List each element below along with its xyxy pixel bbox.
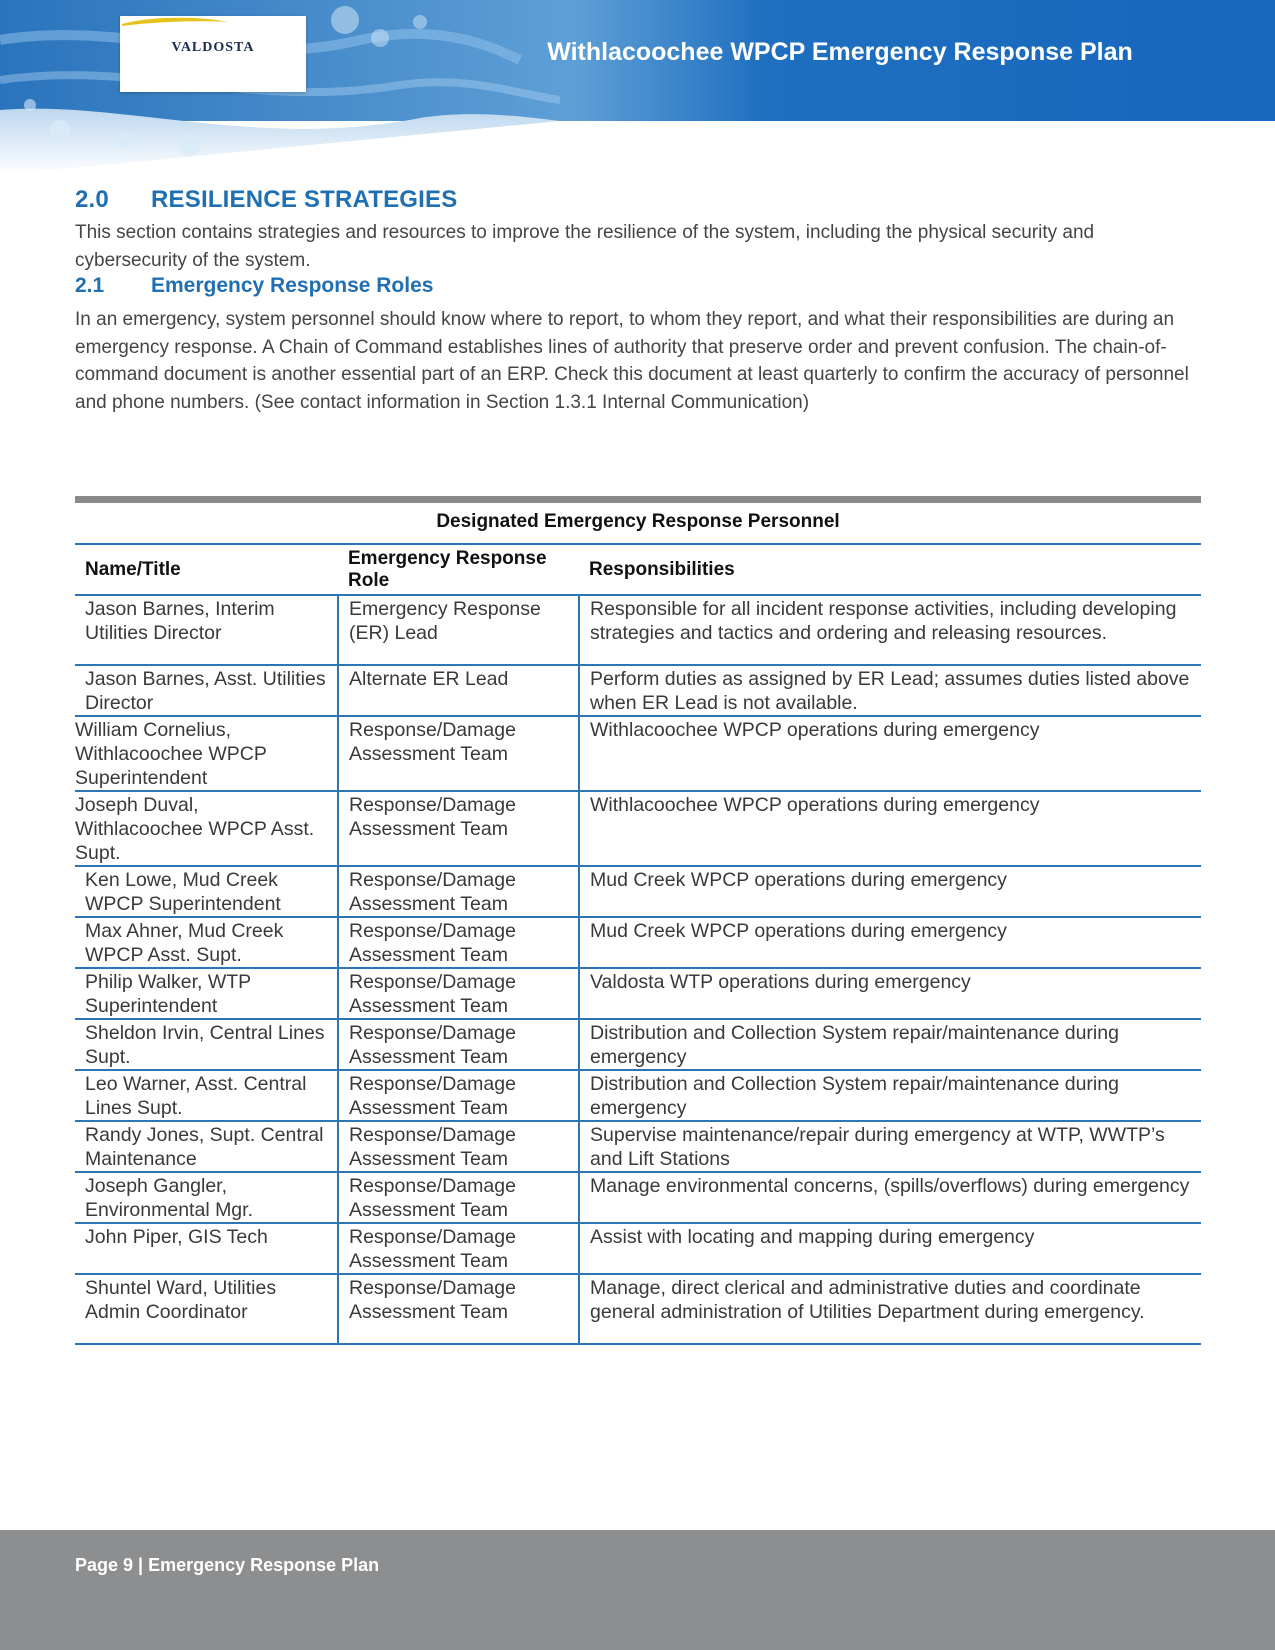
subsection-heading <box>75 274 1200 298</box>
cell-responsibilities: Withlacoochee WPCP operations during emergency <box>579 791 1201 866</box>
header-role: Emergency Response Role <box>338 545 579 595</box>
footer-text: Page 9 | Emergency Response Plan <box>75 1555 380 1575</box>
table-row <box>75 1172 1201 1223</box>
cell-role: Emergency Response (ER) Lead <box>338 595 579 665</box>
table-row <box>75 791 1201 866</box>
cell-name: Jason Barnes, Asst. Utilities Director <box>75 665 338 716</box>
header-banner <box>0 0 1275 175</box>
cell-role: Response/Damage Assessment Team <box>338 1070 579 1121</box>
cell-responsibilities: Mud Creek WPCP operations during emergency <box>579 866 1201 917</box>
header-name-title: Name/Title <box>75 545 338 595</box>
cell-role: Response/Damage Assessment Team <box>338 968 579 1019</box>
cell-name: Randy Jones, Supt. Central Maintenance <box>75 1121 338 1172</box>
subsection-title: Emergency Response Roles <box>151 274 434 297</box>
cell-role: Response/Damage Assessment Team <box>338 1274 579 1344</box>
cell-role: Response/Damage Assessment Team <box>338 917 579 968</box>
table-header-row <box>75 545 1201 595</box>
section-number: 2.0 <box>75 186 109 213</box>
table-row <box>75 716 1201 791</box>
table-row <box>75 866 1201 917</box>
cell-name: Sheldon Irvin, Central Lines Supt. <box>75 1019 338 1070</box>
cell-role: Response/Damage Assessment Team <box>338 1019 579 1070</box>
cell-role: Response/Damage Assessment Team <box>338 791 579 866</box>
header-responsibilities: Responsibilities <box>579 545 1201 595</box>
cell-name: Philip Walker, WTP Superintendent <box>75 968 338 1019</box>
table-row <box>75 917 1201 968</box>
cell-name: Joseph Duval, Withlacoochee WPCP Asst. Supt. <box>75 791 338 866</box>
section-intro: This section contains strategies and resources to improve the resilience of the system, including the physical security and cybersecurity of the system. <box>75 222 1095 271</box>
cell-responsibilities: Manage, direct clerical and administrative duties and coordinate general administration of Utilities Department during emergency. <box>579 1274 1201 1344</box>
personnel-grid <box>75 545 1201 1345</box>
document-title: Withlacoochee WPCP Emergency Response Plan <box>547 38 1133 66</box>
table-caption: Designated Emergency Response Personnel <box>75 503 1201 545</box>
cell-role: Response/Damage Assessment Team <box>338 716 579 791</box>
subsection-body: In an emergency, system personnel should know where to report, to whom they report, and what their responsibilities are during an emergency response. A Chain of Command establishes lines of authority that preserve order and prevent confusion. The chain-of-command document is another essential part of an ERP. Check this document at least quarterly to confirm the accuracy of personnel and phone numbers. (See contact information in Section 1.3.1 Internal Communication) <box>75 309 1189 413</box>
cell-role: Response/Damage Assessment Team <box>338 1121 579 1172</box>
table-row <box>75 665 1201 716</box>
cell-name: Shuntel Ward, Utilities Admin Coordinator <box>75 1274 338 1344</box>
cell-name: Jason Barnes, Interim Utilities Director <box>75 595 338 665</box>
cell-name: Leo Warner, Asst. Central Lines Supt. <box>75 1070 338 1121</box>
table-row <box>75 968 1201 1019</box>
table-row <box>75 1121 1201 1172</box>
table-row <box>75 1019 1201 1070</box>
page-footer <box>0 1530 1275 1650</box>
cell-responsibilities: Perform duties as assigned by ER Lead; assumes duties listed above when ER Lead is not available. <box>579 665 1201 716</box>
cell-responsibilities: Manage environmental concerns, (spills/overflows) during emergency <box>579 1172 1201 1223</box>
cell-name: Ken Lowe, Mud Creek WPCP Superintendent <box>75 866 338 917</box>
table-row <box>75 1223 1201 1274</box>
cell-responsibilities: Valdosta WTP operations during emergency <box>579 968 1201 1019</box>
section-title: RESILIENCE STRATEGIES <box>151 186 458 213</box>
cell-responsibilities: Withlacoochee WPCP operations during emergency <box>579 716 1201 791</box>
cell-name: Joseph Gangler, Environmental Mgr. <box>75 1172 338 1223</box>
cell-responsibilities: Distribution and Collection System repair/maintenance during emergency <box>579 1019 1201 1070</box>
section-heading <box>75 186 1200 214</box>
cell-responsibilities: Responsible for all incident response activities, including developing strategies and tactics and ordering and releasing resources. <box>579 595 1201 665</box>
valdosta-logo <box>120 16 306 92</box>
table-top-rule <box>75 496 1201 503</box>
table-row <box>75 1070 1201 1121</box>
cell-name: Max Ahner, Mud Creek WPCP Asst. Supt. <box>75 917 338 968</box>
table-row <box>75 595 1201 665</box>
main-content <box>75 186 1200 416</box>
subsection-number: 2.1 <box>75 274 105 297</box>
cell-responsibilities: Supervise maintenance/repair during emergency at WTP, WWTP’s and Lift Stations <box>579 1121 1201 1172</box>
cell-role: Response/Damage Assessment Team <box>338 1223 579 1274</box>
cell-responsibilities: Mud Creek WPCP operations during emergency <box>579 917 1201 968</box>
cell-name: John Piper, GIS Tech <box>75 1223 338 1274</box>
cell-name: William Cornelius, Withlacoochee WPCP Superintendent <box>75 716 338 791</box>
cell-role: Alternate ER Lead <box>338 665 579 716</box>
cell-role: Response/Damage Assessment Team <box>338 1172 579 1223</box>
cell-responsibilities: Distribution and Collection System repair/maintenance during emergency <box>579 1070 1201 1121</box>
cell-responsibilities: Assist with locating and mapping during emergency <box>579 1223 1201 1274</box>
logo-swoosh-icon <box>120 16 230 28</box>
cell-role: Response/Damage Assessment Team <box>338 866 579 917</box>
table-row <box>75 1274 1201 1344</box>
logo-wordmark: VALDOSTA <box>171 40 255 55</box>
personnel-table <box>75 496 1201 1345</box>
